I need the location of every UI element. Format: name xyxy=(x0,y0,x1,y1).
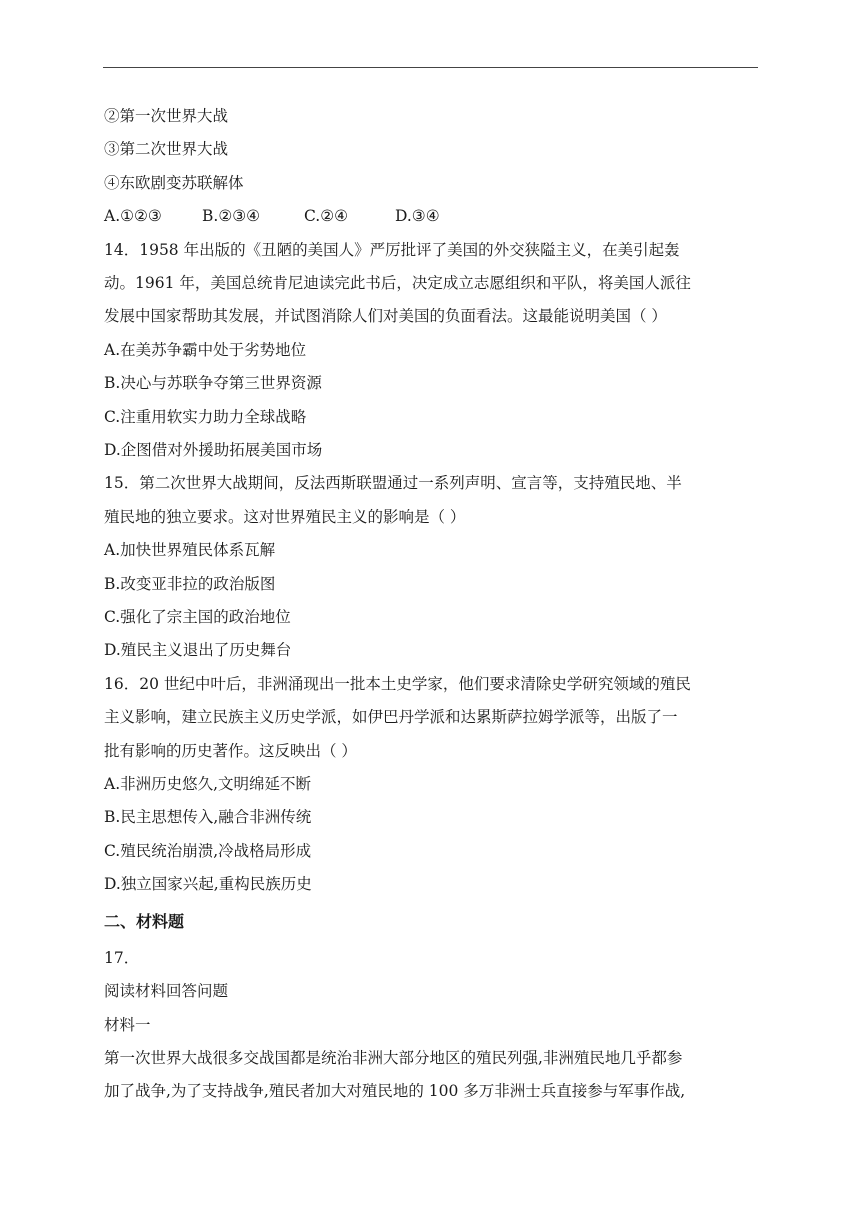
q16-stem-line-1: 16．20 世纪中叶后，非洲涌现出一批本土史学家，他们要求清除史学研究领域的殖民 xyxy=(104,674,691,693)
q13-item-4: ④东欧剧变苏联解体 xyxy=(104,173,244,192)
q14-option-b[interactable]: B.决心与苏联争夺第三世界资源 xyxy=(104,374,322,393)
q16-stem-line-2: 主义影响，建立民族主义历史学派，如伊巴丹学派和达累斯萨拉姆学派等，出版了一 xyxy=(104,708,678,727)
q14-stem-line-3: 发展中国家帮助其发展，并试图消除人们对美国的负面看法。这最能说明美国（ ） xyxy=(104,307,667,326)
q14-option-a[interactable]: A.在美苏争霸中处于劣势地位 xyxy=(104,340,307,359)
question-14 xyxy=(104,234,758,468)
q17-number: 17． xyxy=(104,948,140,967)
q17-material-line-1: 第一次世界大战很多交战国都是统治非洲大部分地区的殖民列强,非洲殖民地几乎都参 xyxy=(104,1049,683,1068)
q13-option-d[interactable]: D.③④ xyxy=(395,207,440,226)
q17-prompt: 阅读材料回答问题 xyxy=(104,982,229,1001)
q13-options xyxy=(104,200,758,233)
q16-option-d[interactable]: D.独立国家兴起,重构民族历史 xyxy=(104,875,312,894)
q15-option-a[interactable]: A.加快世界殖民体系瓦解 xyxy=(104,541,276,560)
q13-item-3: ③第二次世界大战 xyxy=(104,140,229,159)
exam-page-content xyxy=(104,100,758,1109)
q16-option-b[interactable]: B.民主思想传入,融合非洲传统 xyxy=(104,808,312,827)
question-15 xyxy=(104,467,758,667)
q16-option-a[interactable]: A.非洲历史悠久,文明绵延不断 xyxy=(104,774,312,793)
q16-option-c[interactable]: C.殖民统治崩溃,冷战格局形成 xyxy=(104,841,312,860)
q13-item-2: ②第一次世界大战 xyxy=(104,107,229,125)
q14-stem-line-2: 动。1961 年，美国总统肯尼迪读完此书后，决定成立志愿组织和平队，将美国人派往 xyxy=(104,273,691,292)
q15-stem-line-2: 殖民地的独立要求。这对世界殖民主义的影响是（ ） xyxy=(104,507,466,526)
q15-option-d[interactable]: D.殖民主义退出了历史舞台 xyxy=(104,641,292,660)
q17-material-line-2: 加了战争,为了支持战争,殖民者加大对殖民地的 100 多万非洲士兵直接参与军事作战, xyxy=(104,1082,686,1101)
q13-option-c[interactable]: C.②④ xyxy=(304,207,349,226)
q15-option-c[interactable]: C.强化了宗主国的政治地位 xyxy=(104,607,291,626)
q15-stem-line-1: 15．第二次世界大战期间，反法西斯联盟通过一系列声明、宣言等，支持殖民地、半 xyxy=(104,474,682,493)
q17-material-label: 材料一 xyxy=(104,1015,151,1034)
q14-stem-line-1: 14．1958 年出版的《丑陋的美国人》严厉批评了美国的外交狭隘主义，在美引起轰 xyxy=(104,240,680,259)
question-13-tail xyxy=(104,100,758,234)
question-17 xyxy=(104,942,758,1109)
question-16 xyxy=(104,668,758,902)
q14-option-c[interactable]: C.注重用软实力助力全球战略 xyxy=(104,407,307,426)
q13-option-a[interactable]: A.①②③ xyxy=(104,207,162,226)
q15-option-b[interactable]: B.改变亚非拉的政治版图 xyxy=(104,574,276,593)
q14-option-d[interactable]: D.企图借对外援助拓展美国市场 xyxy=(104,440,323,459)
header-rule xyxy=(103,67,758,68)
q16-stem-line-3: 批有影响的历史著作。这反映出（ ） xyxy=(104,741,357,760)
q13-option-b[interactable]: B.②③④ xyxy=(202,207,261,226)
section-heading-material: 二、材料题 xyxy=(104,912,185,932)
